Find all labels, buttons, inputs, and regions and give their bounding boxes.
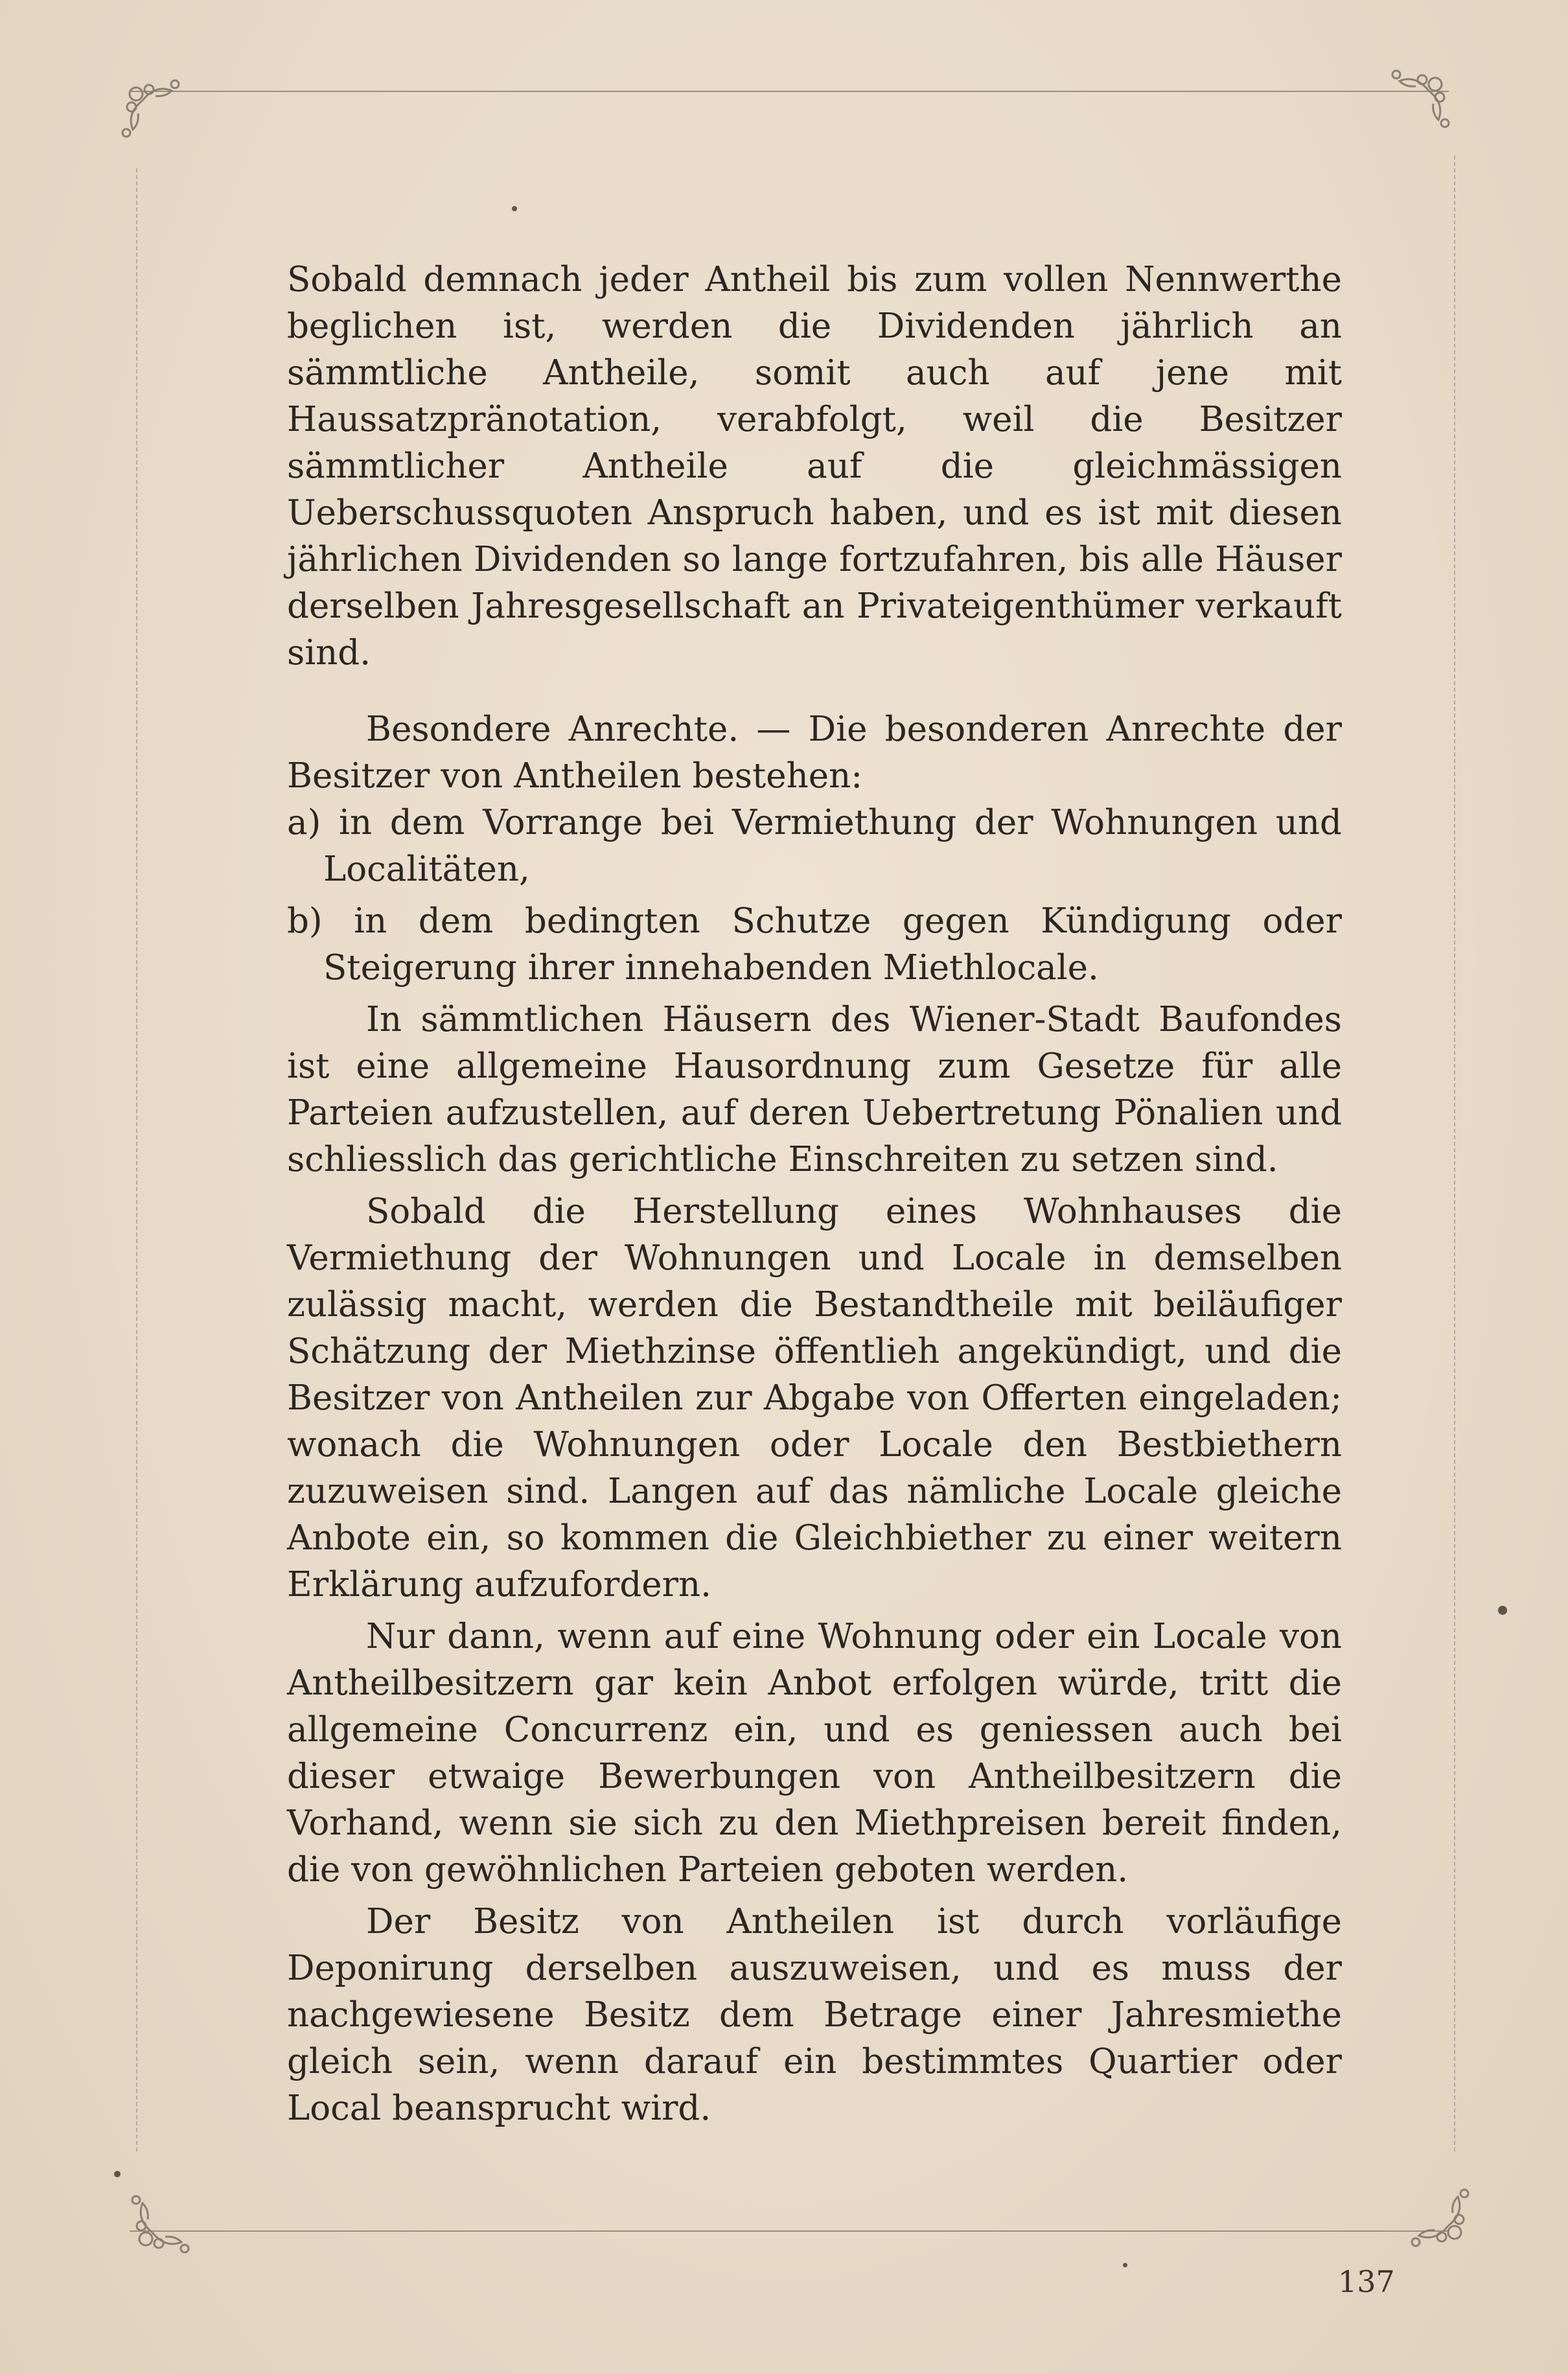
corner-ornament-icon-bottom-left: [123, 2164, 220, 2262]
paper-speck: [1498, 1606, 1507, 1615]
frame-right-rule: [1454, 156, 1455, 2151]
corner-ornament-icon-top-right: [1361, 62, 1458, 159]
paragraph-competition: Nur dann, wenn auf eine Wohnung oder ein Locale von Antheilbesitzern gar kein Anbot erfolgen würde, tritt die allgemeine Concurrenz ein, und es geniessen auch bei dieser etwaige Bewerbungen von Antheilbesitzern die Vorhand, wenn sie sich zu den Miethpreisen bereit finden, die von gewöhnlichen Parteien geboten werden.: [287, 1617, 1342, 1890]
section-heading-paragraph: Besondere Anrechte. — Die besonderen Anrechte der Besitzer von Antheilen bestehen:: [287, 710, 1342, 796]
corner-ornament-icon-top-left: [113, 71, 211, 168]
frame-left-rule: [136, 168, 137, 2151]
corner-ornament-icon-bottom-right: [1380, 2158, 1477, 2255]
section-special-rights: [287, 706, 1342, 2132]
list-item-a: a) in dem Vorrange bei Vermiethung der Wohnungen und Localitäten,: [287, 803, 1342, 889]
paper-speck: [512, 206, 517, 211]
paper-speck: [114, 2171, 121, 2177]
paragraph-dividends: Sobald demnach jeder Antheil bis zum vollen Nennwerthe beglichen ist, werden die Dividenden jährlich an sämmtliche Antheile, somit auch auf jene mit Haussatzpränotation, verabfolgt, weil die Besitzer sämmtlicher Antheile auf die gleichmässigen Ueberschussquoten Anspruch haben, und es ist mit diesen jährlichen Dividenden so lange fortzufahren, bis alle Häuser derselben Jahresgesellschaft an Privateigenthümer verkauft sind.: [287, 260, 1342, 673]
paragraph-proof-of-ownership: Der Besitz von Antheilen ist durch vorläufige Deponirung derselben auszuweisen, und es muss der nachgewiesene Besitz dem Betrage einer Jahresmiethe gleich sein, wenn darauf ein bestimmtes Quartier oder Local beansprucht wird.: [287, 1902, 1342, 2128]
paper-speck: [1123, 2263, 1127, 2267]
top-text-block: [287, 257, 1342, 677]
paragraph-house-rules: In sämmtlichen Häusern des Wiener-Stadt Baufondes ist eine allgemeine Hausordnung zum Gesetze für alle Parteien aufzustellen, auf deren Uebertretung Pönalien und schliesslich das gerichtliche Einschreiten zu setzen sind.: [287, 1000, 1342, 1179]
page-number: 137: [1338, 2264, 1395, 2299]
paragraph-letting: Sobald die Herstellung eines Wohnhauses die Vermiethung der Wohnungen und Locale in demselben zulässig macht, werden die Bestandtheile mit beiläufiger Schätzung der Miethzinse öffentlieh angekündigt, und die Besitzer von Antheilen zur Abgabe von Offerten eingeladen; wonach die Wohnungen oder Locale den Bestbiethern zuzuweisen sind. Langen auf das nämliche Locale gleiche Anbote ein, so kommen die Gleichbiether zu einer weitern Erklärung aufzufordern.: [287, 1192, 1342, 1604]
list-item-b: b) in dem bedingten Schutze gegen Kündigung oder Steigerung ihrer innehabenden Miethlocale.: [287, 901, 1342, 988]
